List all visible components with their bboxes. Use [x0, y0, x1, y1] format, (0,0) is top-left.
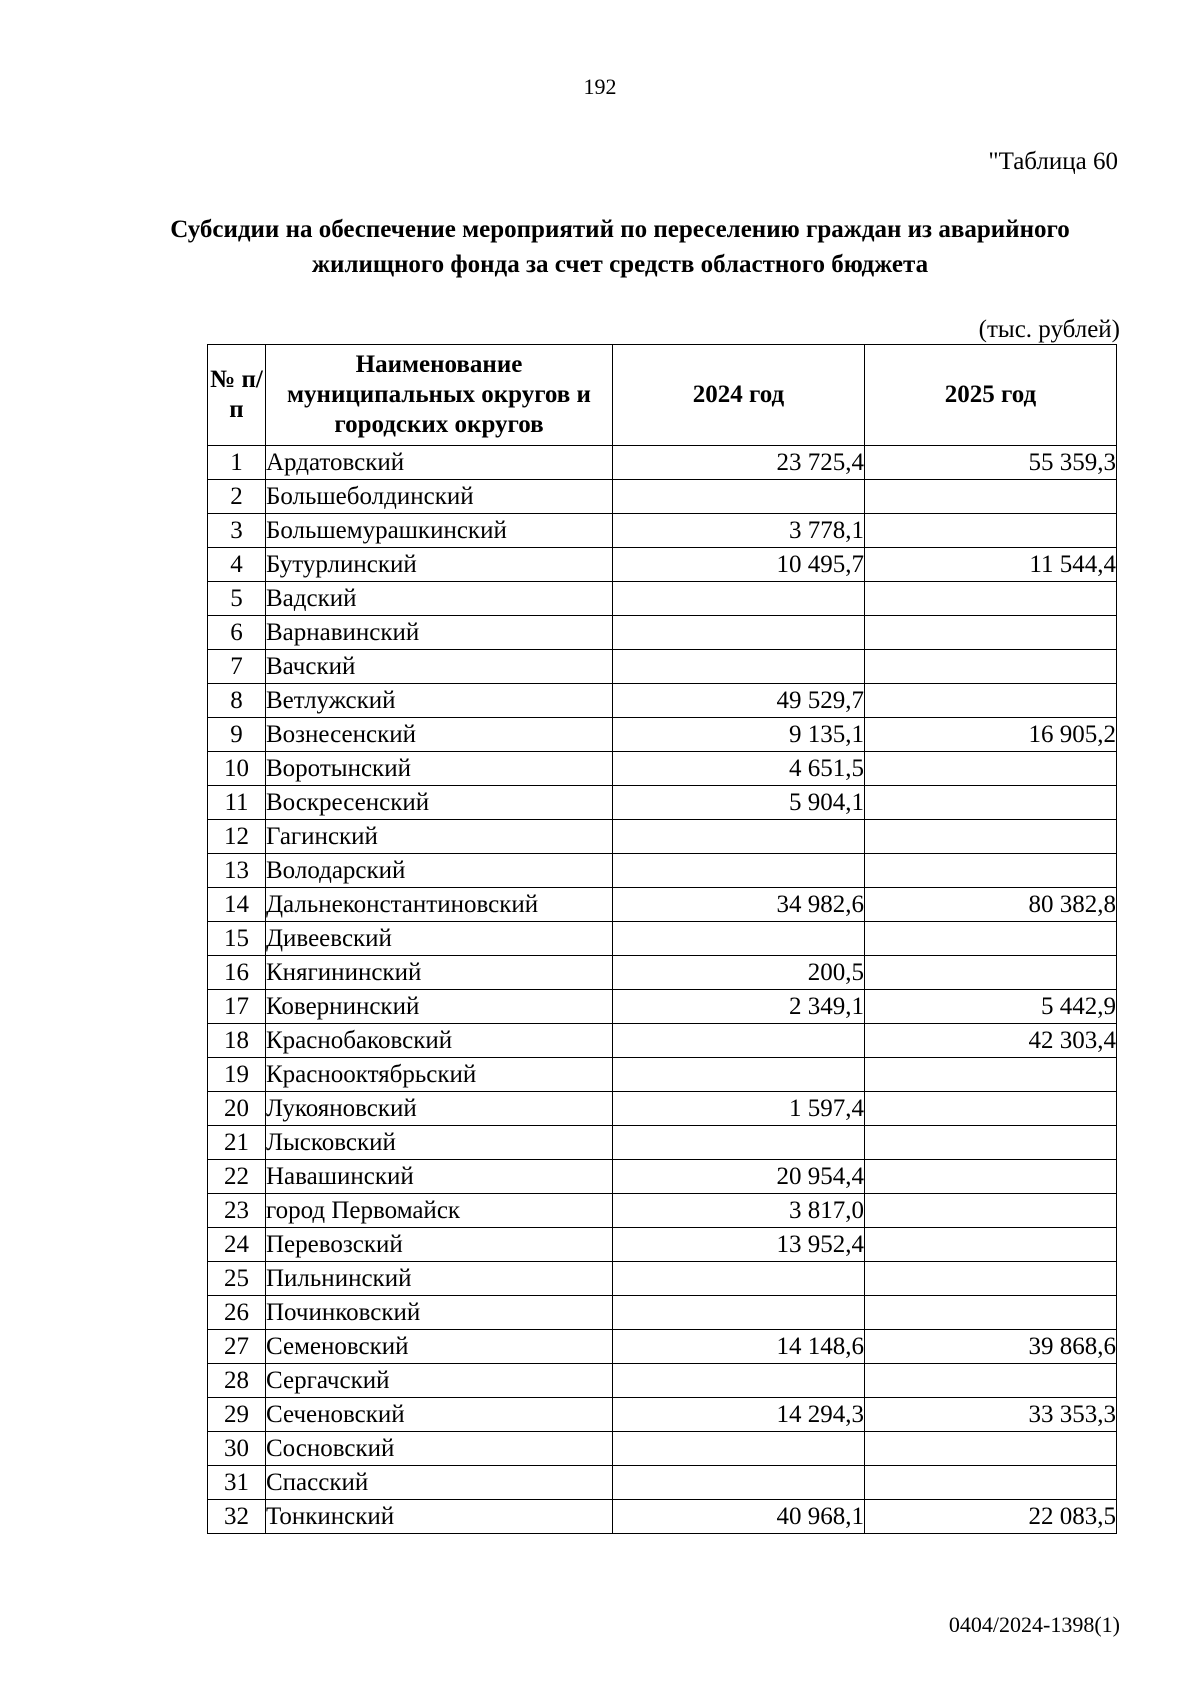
row-value-2024: 20 954,4	[613, 1160, 865, 1194]
row-name: город Первомайск	[266, 1194, 613, 1228]
table-row	[208, 1160, 1117, 1194]
row-number: 17	[208, 990, 266, 1024]
units-label: (тыс. рублей)	[978, 316, 1120, 343]
row-name: Лукояновский	[266, 1092, 613, 1126]
row-value-2024: 200,5	[613, 956, 865, 990]
row-name: Воротынский	[266, 752, 613, 786]
row-value-2024	[613, 582, 865, 616]
page-number: 192	[583, 74, 617, 99]
table-row	[208, 1126, 1117, 1160]
table-row	[208, 684, 1117, 718]
row-name: Семеновский	[266, 1330, 613, 1364]
table-body	[208, 446, 1117, 1534]
row-name: Дивеевский	[266, 922, 613, 956]
table-row	[208, 1330, 1117, 1364]
row-value-2025	[865, 650, 1117, 684]
table-row	[208, 990, 1117, 1024]
row-value-2025	[865, 1262, 1117, 1296]
row-name: Вознесенский	[266, 718, 613, 752]
row-number: 16	[208, 956, 266, 990]
row-value-2025	[865, 752, 1117, 786]
row-value-2024: 1 597,4	[613, 1092, 865, 1126]
row-value-2024	[613, 1262, 865, 1296]
row-name: Тонкинский	[266, 1500, 613, 1534]
table-row	[208, 616, 1117, 650]
row-value-2024	[613, 1466, 865, 1500]
row-value-2024	[613, 650, 865, 684]
row-number: 27	[208, 1330, 266, 1364]
row-name: Варнавинский	[266, 616, 613, 650]
row-value-2024	[613, 922, 865, 956]
row-number: 23	[208, 1194, 266, 1228]
row-number: 20	[208, 1092, 266, 1126]
table-row	[208, 1024, 1117, 1058]
row-value-2025	[865, 786, 1117, 820]
table-row	[208, 718, 1117, 752]
table-row	[208, 1262, 1117, 1296]
row-name: Дальнеконстантиновский	[266, 888, 613, 922]
row-value-2024: 9 135,1	[613, 718, 865, 752]
header-2025: 2025 год	[865, 345, 1117, 446]
table-row	[208, 1194, 1117, 1228]
row-value-2025	[865, 616, 1117, 650]
row-name: Сосновский	[266, 1432, 613, 1466]
row-number: 21	[208, 1126, 266, 1160]
row-value-2024	[613, 1126, 865, 1160]
row-number: 2	[208, 480, 266, 514]
row-value-2025	[865, 1058, 1117, 1092]
row-value-2025: 11 544,4	[865, 548, 1117, 582]
table-header-row	[208, 345, 1117, 446]
row-name: Большеболдинский	[266, 480, 613, 514]
row-number: 10	[208, 752, 266, 786]
table-row	[208, 1466, 1117, 1500]
row-number: 28	[208, 1364, 266, 1398]
row-number: 24	[208, 1228, 266, 1262]
row-value-2025: 16 905,2	[865, 718, 1117, 752]
table-row	[208, 786, 1117, 820]
row-number: 5	[208, 582, 266, 616]
row-name: Ковернинский	[266, 990, 613, 1024]
header-name: Наименование муниципальных округов и городских округов	[266, 345, 613, 446]
row-value-2025	[865, 922, 1117, 956]
row-name: Княгининский	[266, 956, 613, 990]
table-row	[208, 888, 1117, 922]
row-number: 6	[208, 616, 266, 650]
row-name: Сергачский	[266, 1364, 613, 1398]
row-number: 22	[208, 1160, 266, 1194]
table-row	[208, 446, 1117, 480]
row-value-2024: 14 294,3	[613, 1398, 865, 1432]
row-number: 15	[208, 922, 266, 956]
table-row	[208, 1058, 1117, 1092]
row-value-2024: 5 904,1	[613, 786, 865, 820]
row-number: 3	[208, 514, 266, 548]
row-number: 31	[208, 1466, 266, 1500]
row-number: 4	[208, 548, 266, 582]
table-label: "Таблица 60	[988, 148, 1118, 175]
row-value-2025	[865, 514, 1117, 548]
table-row	[208, 956, 1117, 990]
row-number: 29	[208, 1398, 266, 1432]
row-value-2025	[865, 1296, 1117, 1330]
row-value-2024: 23 725,4	[613, 446, 865, 480]
row-number: 9	[208, 718, 266, 752]
row-name: Ардатовский	[266, 446, 613, 480]
row-value-2025	[865, 1194, 1117, 1228]
row-name: Ветлужский	[266, 684, 613, 718]
table-row	[208, 922, 1117, 956]
table-row	[208, 548, 1117, 582]
row-number: 12	[208, 820, 266, 854]
row-number: 30	[208, 1432, 266, 1466]
row-number: 26	[208, 1296, 266, 1330]
table-row	[208, 1296, 1117, 1330]
row-name: Гагинский	[266, 820, 613, 854]
row-name: Володарский	[266, 854, 613, 888]
row-value-2024	[613, 1364, 865, 1398]
row-value-2024	[613, 480, 865, 514]
row-name: Краснооктябрьский	[266, 1058, 613, 1092]
row-number: 25	[208, 1262, 266, 1296]
row-value-2025	[865, 854, 1117, 888]
row-name: Лысковский	[266, 1126, 613, 1160]
row-name: Вачский	[266, 650, 613, 684]
table-row	[208, 514, 1117, 548]
row-name: Краснобаковский	[266, 1024, 613, 1058]
row-name: Воскресенский	[266, 786, 613, 820]
table-row	[208, 650, 1117, 684]
table-row	[208, 1092, 1117, 1126]
row-value-2024: 2 349,1	[613, 990, 865, 1024]
row-value-2025: 33 353,3	[865, 1398, 1117, 1432]
row-value-2025	[865, 1432, 1117, 1466]
document-title: Субсидии на обеспечение мероприятий по переселению граждан из аварийного жилищного фонда за счет средств областного бюджета	[170, 216, 1070, 278]
table-row	[208, 820, 1117, 854]
row-value-2024	[613, 820, 865, 854]
header-num: № п/п	[208, 345, 266, 446]
row-value-2024: 49 529,7	[613, 684, 865, 718]
table-row	[208, 1364, 1117, 1398]
table-row	[208, 854, 1117, 888]
row-value-2025	[865, 480, 1117, 514]
row-number: 32	[208, 1500, 266, 1534]
row-value-2025	[865, 1364, 1117, 1398]
row-value-2025	[865, 582, 1117, 616]
row-value-2024: 3 817,0	[613, 1194, 865, 1228]
row-value-2025: 80 382,8	[865, 888, 1117, 922]
row-value-2024	[613, 1024, 865, 1058]
row-name: Навашинский	[266, 1160, 613, 1194]
row-value-2025: 39 868,6	[865, 1330, 1117, 1364]
row-value-2024: 40 968,1	[613, 1500, 865, 1534]
row-value-2024: 10 495,7	[613, 548, 865, 582]
table-row	[208, 1432, 1117, 1466]
row-number: 8	[208, 684, 266, 718]
row-name: Перевозский	[266, 1228, 613, 1262]
row-value-2025	[865, 1228, 1117, 1262]
row-value-2025	[865, 956, 1117, 990]
row-value-2025	[865, 684, 1117, 718]
table-row	[208, 752, 1117, 786]
table-row	[208, 480, 1117, 514]
document-code: 0404/2024-1398(1)	[948, 1612, 1120, 1637]
table-row	[208, 582, 1117, 616]
table-row	[208, 1500, 1117, 1534]
row-value-2025	[865, 1160, 1117, 1194]
row-value-2025	[865, 1466, 1117, 1500]
row-number: 14	[208, 888, 266, 922]
row-value-2024: 14 148,6	[613, 1330, 865, 1364]
row-number: 1	[208, 446, 266, 480]
row-number: 13	[208, 854, 266, 888]
row-number: 7	[208, 650, 266, 684]
row-name: Пильнинский	[266, 1262, 613, 1296]
row-value-2025	[865, 1092, 1117, 1126]
row-number: 19	[208, 1058, 266, 1092]
row-value-2024	[613, 854, 865, 888]
row-value-2024	[613, 616, 865, 650]
row-name: Спасский	[266, 1466, 613, 1500]
row-number: 11	[208, 786, 266, 820]
row-value-2025: 5 442,9	[865, 990, 1117, 1024]
header-2024: 2024 год	[613, 345, 865, 446]
row-name: Сеченовский	[266, 1398, 613, 1432]
row-value-2024	[613, 1058, 865, 1092]
row-value-2024: 34 982,6	[613, 888, 865, 922]
row-value-2024: 13 952,4	[613, 1228, 865, 1262]
table-row	[208, 1228, 1117, 1262]
row-value-2025	[865, 1126, 1117, 1160]
row-value-2025: 42 303,4	[865, 1024, 1117, 1058]
row-name: Вадский	[266, 582, 613, 616]
subsidy-table	[207, 344, 1117, 1534]
row-name: Бутурлинский	[266, 548, 613, 582]
row-value-2025	[865, 820, 1117, 854]
row-value-2024	[613, 1296, 865, 1330]
row-value-2025: 55 359,3	[865, 446, 1117, 480]
table-row	[208, 1398, 1117, 1432]
row-name: Большемурашкинский	[266, 514, 613, 548]
row-value-2024: 4 651,5	[613, 752, 865, 786]
row-value-2025: 22 083,5	[865, 1500, 1117, 1534]
row-number: 18	[208, 1024, 266, 1058]
row-name: Починковский	[266, 1296, 613, 1330]
row-value-2024	[613, 1432, 865, 1466]
row-value-2024: 3 778,1	[613, 514, 865, 548]
